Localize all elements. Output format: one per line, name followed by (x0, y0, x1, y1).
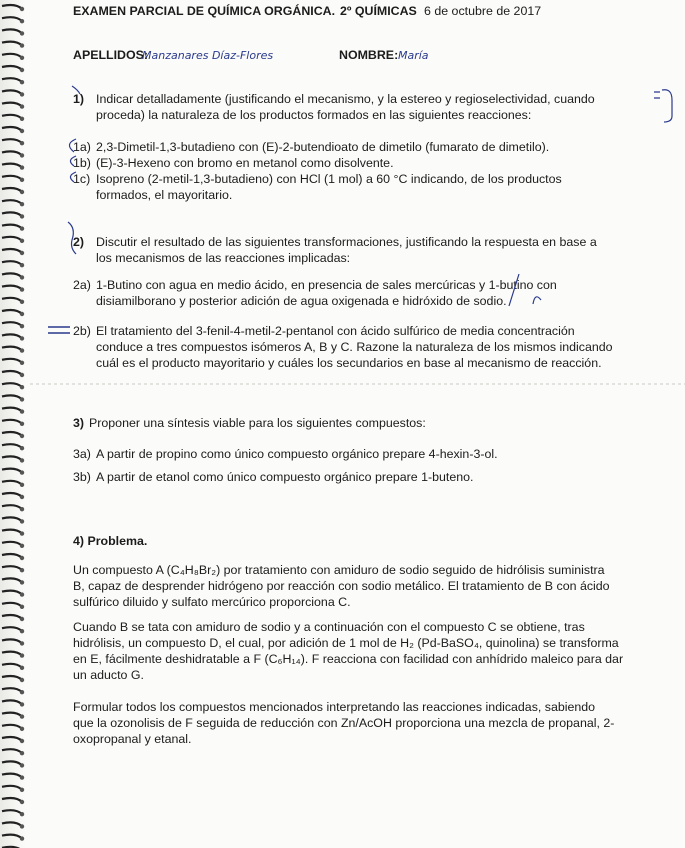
spiral-hole (20, 702, 24, 706)
spiral-hole (20, 214, 24, 218)
q2a-label: 2a) (73, 278, 91, 292)
spiral-hole (20, 190, 24, 194)
q4-p3-line3: oxopropanal y etanal. (73, 732, 192, 746)
q4-p2-line3: en E, fácilmente deshidratable a F (C₆H₁₄). F reacciona con facilidad con anhídrido maleico para dar (73, 652, 624, 666)
spiral-ring (2, 786, 22, 790)
spiral-hole (20, 92, 24, 96)
spiral-ring (2, 359, 22, 363)
spiral-ring (2, 591, 22, 595)
spiral-hole (20, 641, 24, 645)
exam-title: EXAMEN PARCIAL DE QUÍMICA ORGÁNICA. (73, 4, 336, 18)
spiral-ring (2, 383, 22, 387)
q4-p1-line3: sulfúrico diluido y sulfato mercúrico proporciona C. (73, 595, 351, 609)
spiral-ring (2, 554, 22, 558)
spiral-hole (20, 129, 24, 133)
q4-p2-line2: hidrólisis, un compuesto D, el cual, por adición de 1 mol de H₂ (Pd-BaSO₄, quinolina) se transforma (73, 636, 619, 650)
spiral-ring (2, 517, 22, 521)
spiral-ring (2, 761, 22, 765)
spiral-ring (2, 322, 22, 326)
name-value: María (398, 49, 429, 62)
q2a-text-line1: 1-Butino con agua en medio ácido, en presencia de sales mercúricas y 1-butino con (96, 278, 557, 292)
spiral-ring (2, 212, 22, 216)
q1b-label: 1b) (73, 156, 91, 170)
spiral-ring (2, 615, 22, 619)
spiral-hole (20, 483, 24, 487)
q1c-text-line1: Isopreno (2-metil-1,3-butadieno) con HCl (1 mol) a 60 °C indicando, de los productos (96, 172, 562, 186)
spiral-rings (0, 0, 26, 848)
spiral-hole (20, 714, 24, 718)
spiral-ring (2, 505, 22, 509)
q4-title: 4) Problema. (73, 534, 148, 548)
exam-date: 6 de octubre de 2017 (424, 4, 542, 18)
spiral-hole (20, 7, 24, 11)
spiral-binding (0, 0, 26, 848)
spiral-hole (20, 373, 24, 377)
spiral-ring (2, 29, 22, 33)
surname-label: APELLIDOS: (73, 48, 149, 62)
spiral-hole (20, 43, 24, 47)
q3b-label: 3b) (73, 470, 91, 484)
spiral-hole (20, 251, 24, 255)
spiral-hole (20, 422, 24, 426)
spiral-ring (2, 652, 22, 656)
spiral-hole (20, 519, 24, 523)
spiral-ring (2, 395, 22, 399)
surname-value: Manzanares Díaz-Flores (142, 49, 274, 62)
spiral-hole (20, 56, 24, 60)
spiral-ring (2, 603, 22, 607)
q3a-text: A partir de propino como único compuesto orgánico prepare 4-hexin-3-ol. (96, 447, 498, 461)
spiral-hole (20, 141, 24, 145)
spiral-hole (20, 239, 24, 243)
spiral-hole (20, 592, 24, 596)
spiral-hole (20, 824, 24, 828)
spiral-ring (2, 822, 22, 826)
spiral-hole (20, 287, 24, 291)
spiral-hole (20, 556, 24, 560)
spiral-ring (2, 298, 22, 302)
spiral-ring (2, 810, 22, 814)
spiral-hole (20, 751, 24, 755)
spiral-hole (20, 507, 24, 511)
spiral-hole (20, 812, 24, 816)
spiral-ring (2, 78, 22, 82)
exam-course: 2º QUÍMICAS (340, 4, 417, 18)
q4-p1-line2: B, capaz de desprender hidrógeno por reacción con sodio metálico. El tratamiento de B con ácido (73, 579, 610, 593)
spiral-ring (2, 835, 22, 839)
spiral-hole (20, 165, 24, 169)
spiral-ring (2, 286, 22, 290)
spiral-hole (20, 470, 24, 474)
spiral-hole (20, 739, 24, 743)
q1-number: 1) (73, 92, 85, 106)
q4-p2-line4: un aducto G. (73, 668, 144, 682)
spiral-hole (20, 263, 24, 267)
spiral-hole (20, 434, 24, 438)
spiral-ring (2, 444, 22, 448)
q1a-label: 1a) (73, 140, 91, 154)
fold-line (30, 381, 685, 387)
spiral-ring (2, 737, 22, 741)
spiral-ring (2, 566, 22, 570)
spiral-ring (2, 237, 22, 241)
spiral-hole (20, 531, 24, 535)
q2-number: 2) (73, 235, 85, 249)
spiral-ring (2, 530, 22, 534)
spiral-ring (2, 334, 22, 338)
q2b-text-line3: cuál es el producto mayoritario y cuáles los secundarios en base al mecanismo de reacción. (96, 356, 602, 370)
spiral-ring (2, 347, 22, 351)
spiral-ring (2, 200, 22, 204)
q3-number: 3) (73, 416, 85, 430)
spiral-ring (2, 432, 22, 436)
q3a-label: 3a) (73, 447, 91, 461)
spiral-hole (20, 202, 24, 206)
spiral-ring (2, 5, 22, 9)
spiral-ring (2, 273, 22, 277)
spiral-hole (20, 336, 24, 340)
q3b-text: A partir de etanol como único compuesto orgánico prepare 1-buteno. (96, 470, 474, 484)
spiral-hole (20, 836, 24, 840)
spiral-hole (20, 19, 24, 23)
q1-check-mark (70, 84, 84, 96)
spiral-hole (20, 727, 24, 731)
spiral-ring (2, 42, 22, 46)
spiral-ring (2, 408, 22, 412)
spiral-hole (20, 495, 24, 499)
q1-text-line1: Indicar detalladamente (justificando el mecanismo, y la estereo y regioselectividad, cuando (96, 92, 595, 106)
q2-text-line1: Discutir el resultado de las siguientes transformaciones, justificando la respuesta en base a (96, 235, 597, 249)
spiral-ring (2, 639, 22, 643)
spiral-ring (2, 700, 22, 704)
spiral-ring (2, 249, 22, 253)
spiral-hole (20, 605, 24, 609)
spiral-ring (2, 371, 22, 375)
spiral-hole (20, 617, 24, 621)
spiral-hole (20, 80, 24, 84)
spiral-ring (2, 798, 22, 802)
spiral-ring (2, 456, 22, 460)
q1-items-bracket-mark (58, 136, 80, 186)
spiral-ring (2, 774, 22, 778)
spiral-hole (20, 361, 24, 365)
spiral-ring (2, 115, 22, 119)
spiral-hole (20, 544, 24, 548)
q1a-text: 2,3-Dimetil-1,3-butadieno con (E)-2-butendioato de dimetilo (fumarato de dimetilo). (96, 140, 550, 154)
q1c-text-line2: formados, el mayoritario. (96, 188, 233, 202)
q2a-text-line2: disiamilborano y posterior adición de agua oxigenada e hidróxido de sodio. (96, 294, 507, 308)
q4-p1-line1: Un compuesto A (C₄H₈Br₂) por tratamiento con amiduro de sodio seguido de hidrólisis suministra (73, 563, 605, 577)
q4-p2-line1: Cuando B se tata con amiduro de sodio y a continuación con el compuesto C se obtiene, tras (73, 620, 585, 634)
q2b-label: 2b) (73, 324, 91, 338)
spiral-ring (2, 127, 22, 131)
q2-text-line2: los mecanismos de las reacciones implicadas: (96, 251, 351, 265)
spiral-hole (20, 409, 24, 413)
spiral-ring (2, 627, 22, 631)
q3-text: Proponer una síntesis viable para los siguientes compuestos: (89, 416, 426, 430)
spiral-hole (20, 348, 24, 352)
spiral-hole (20, 178, 24, 182)
spiral-ring (2, 481, 22, 485)
spiral-hole (20, 763, 24, 767)
spiral-ring (2, 17, 22, 21)
spiral-ring (2, 139, 22, 143)
q1b-text: (E)-3-Hexeno con bromo en metanol como disolvente. (96, 156, 394, 170)
spiral-hole (20, 446, 24, 450)
spiral-hole (20, 104, 24, 108)
spiral-ring (2, 310, 22, 314)
spiral-ring (2, 420, 22, 424)
spiral-hole (20, 153, 24, 157)
spiral-hole (20, 788, 24, 792)
spiral-ring (2, 188, 22, 192)
q2b-text-line2: conduce a tres compuestos isómeros A, B y C. Razone la naturaleza de los mismos indicando (96, 340, 613, 354)
spiral-ring (2, 225, 22, 229)
spiral-ring (2, 749, 22, 753)
spiral-hole (20, 275, 24, 279)
spiral-ring (2, 151, 22, 155)
q4-p3-line2: que la ozonolisis de F seguida de reducción con Zn/AcOH proporciona una mezcla de propanal, 2- (73, 716, 615, 730)
spiral-ring (2, 469, 22, 473)
spiral-hole (20, 690, 24, 694)
spiral-ring (2, 542, 22, 546)
spiral-hole (20, 397, 24, 401)
spiral-ring (2, 676, 22, 680)
q1c-label: 1c) (73, 172, 91, 186)
spiral-hole (20, 678, 24, 682)
spiral-ring (2, 66, 22, 70)
spiral-ring (2, 164, 22, 168)
spiral-hole (20, 68, 24, 72)
q2b-arrow-mark (46, 322, 76, 340)
spiral-hole (20, 775, 24, 779)
spiral-ring (2, 90, 22, 94)
spiral-ring (2, 261, 22, 265)
spiral-hole (20, 117, 24, 121)
spiral-ring (2, 725, 22, 729)
q2b-text-line1: El tratamiento del 3-fenil-4-metil-2-pentanol con ácido sulfúrico de media concentración (96, 324, 575, 338)
q1-text-line2: proceda) la naturaleza de los productos formados en las siguientes reacciones: (96, 108, 532, 122)
spiral-hole (20, 653, 24, 657)
spiral-ring (2, 688, 22, 692)
spiral-hole (20, 385, 24, 389)
spiral-hole (20, 312, 24, 316)
q2a-slash-mark (505, 270, 555, 310)
spiral-hole (20, 226, 24, 230)
spiral-hole (20, 300, 24, 304)
spiral-ring (2, 664, 22, 668)
spiral-ring (2, 713, 22, 717)
spiral-hole (20, 568, 24, 572)
spiral-ring (2, 103, 22, 107)
spiral-ring (2, 176, 22, 180)
spiral-hole (20, 324, 24, 328)
spiral-ring (2, 493, 22, 497)
spiral-hole (20, 458, 24, 462)
spiral-ring (2, 578, 22, 582)
q4-p3-line1: Formular todos los compuestos mencionados interpretando las reacciones indicadas, sabiendo (73, 700, 596, 714)
q2-bracket-mark (62, 218, 84, 258)
spiral-hole (20, 31, 24, 35)
name-label: NOMBRE: (339, 48, 399, 62)
spiral-hole (20, 580, 24, 584)
spiral-hole (20, 800, 24, 804)
spiral-ring (2, 54, 22, 58)
spiral-hole (20, 666, 24, 670)
pen-bracket-mark (650, 86, 680, 126)
spiral-hole (20, 629, 24, 633)
